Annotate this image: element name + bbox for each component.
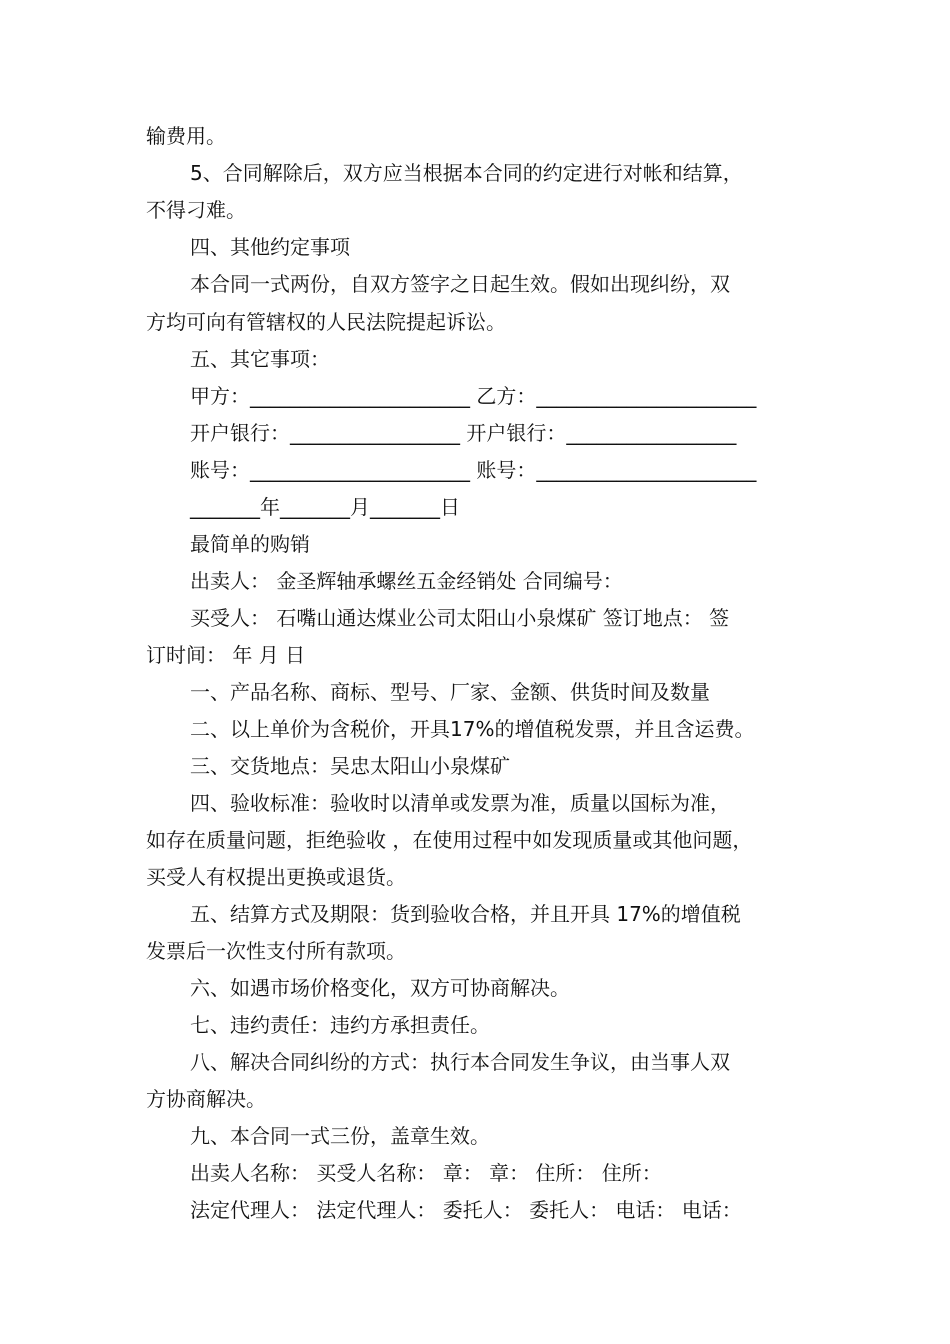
clause-7: 七、违约责任：违约方承担责任。 (190, 1013, 490, 1037)
section-heading: 五、其它事项： (190, 347, 330, 371)
clause-2: 二、以上单价为含税价，开具17%的增值税发票，并且含运费。 (190, 717, 755, 741)
text-line: 5、合同解除后，双方应当根据本合同的约定进行对帐和结算， (190, 161, 743, 185)
account-field-line: 账号：______________________ 账号：______________________ (190, 458, 757, 482)
seller-line: 出卖人： 金圣辉轴承螺丝五金经销处 合同编号： (190, 569, 623, 593)
buyer-line: 买受人： 石嘴山通达煤业公司太阳山小泉煤矿 签订地点： 签 (190, 606, 730, 630)
representative-fields-line: 法定代理人： 法定代理人： 委托人： 委托人： 电话： 电话： (190, 1198, 742, 1222)
clause-3: 三、交货地点：吴忠太阳山小泉煤矿 (190, 754, 510, 778)
text-line: 不得刁难。 (146, 198, 246, 222)
bank-field-line: 开户银行：_________________ 开户银行：_________________ (190, 421, 737, 445)
text-line: 方协商解决。 (146, 1087, 266, 1111)
text-line: 本合同一式两份，自双方签字之日起生效。假如出现纠纷，双 (190, 272, 730, 296)
clause-1: 一、产品名称、商标、型号、厂家、金额、供货时间及数量 (190, 680, 710, 704)
clause-5: 五、结算方式及期限：货到验收合格，并且开具 17%的增值税 (190, 902, 741, 926)
text-line: 订时间： 年 月 日 (146, 643, 306, 667)
clause-6: 六、如遇市场价格变化，双方可协商解决。 (190, 976, 570, 1000)
text-line: 如存在质量问题，拒绝验收 ，在使用过程中如发现质量或其他问题， (146, 828, 753, 852)
party-field-line: 甲方：______________________ 乙方：______________________ (190, 384, 757, 408)
clause-4: 四、验收标准：验收时以清单或发票为准，质量以国标为准， (190, 791, 730, 815)
clause-8: 八、解决合同纠纷的方式：执行本合同发生争议，由当事人双 (190, 1050, 730, 1074)
text-line: 输费用。 (146, 124, 226, 148)
contract-title: 最简单的购销 (190, 532, 310, 556)
text-line: 方均可向有管辖权的人民法院提起诉讼。 (146, 310, 506, 334)
section-heading: 四、其他约定事项 (190, 235, 350, 259)
date-field-line: _______年_______月_______日 (190, 495, 460, 519)
clause-9: 九、本合同一式三份，盖章生效。 (190, 1124, 490, 1148)
text-line: 买受人有权提出更换或退货。 (146, 865, 406, 889)
signature-fields-line: 出卖人名称： 买受人名称： 章： 章： 住所： 住所： (190, 1161, 662, 1185)
text-line: 发票后一次性支付所有款项。 (146, 939, 406, 963)
